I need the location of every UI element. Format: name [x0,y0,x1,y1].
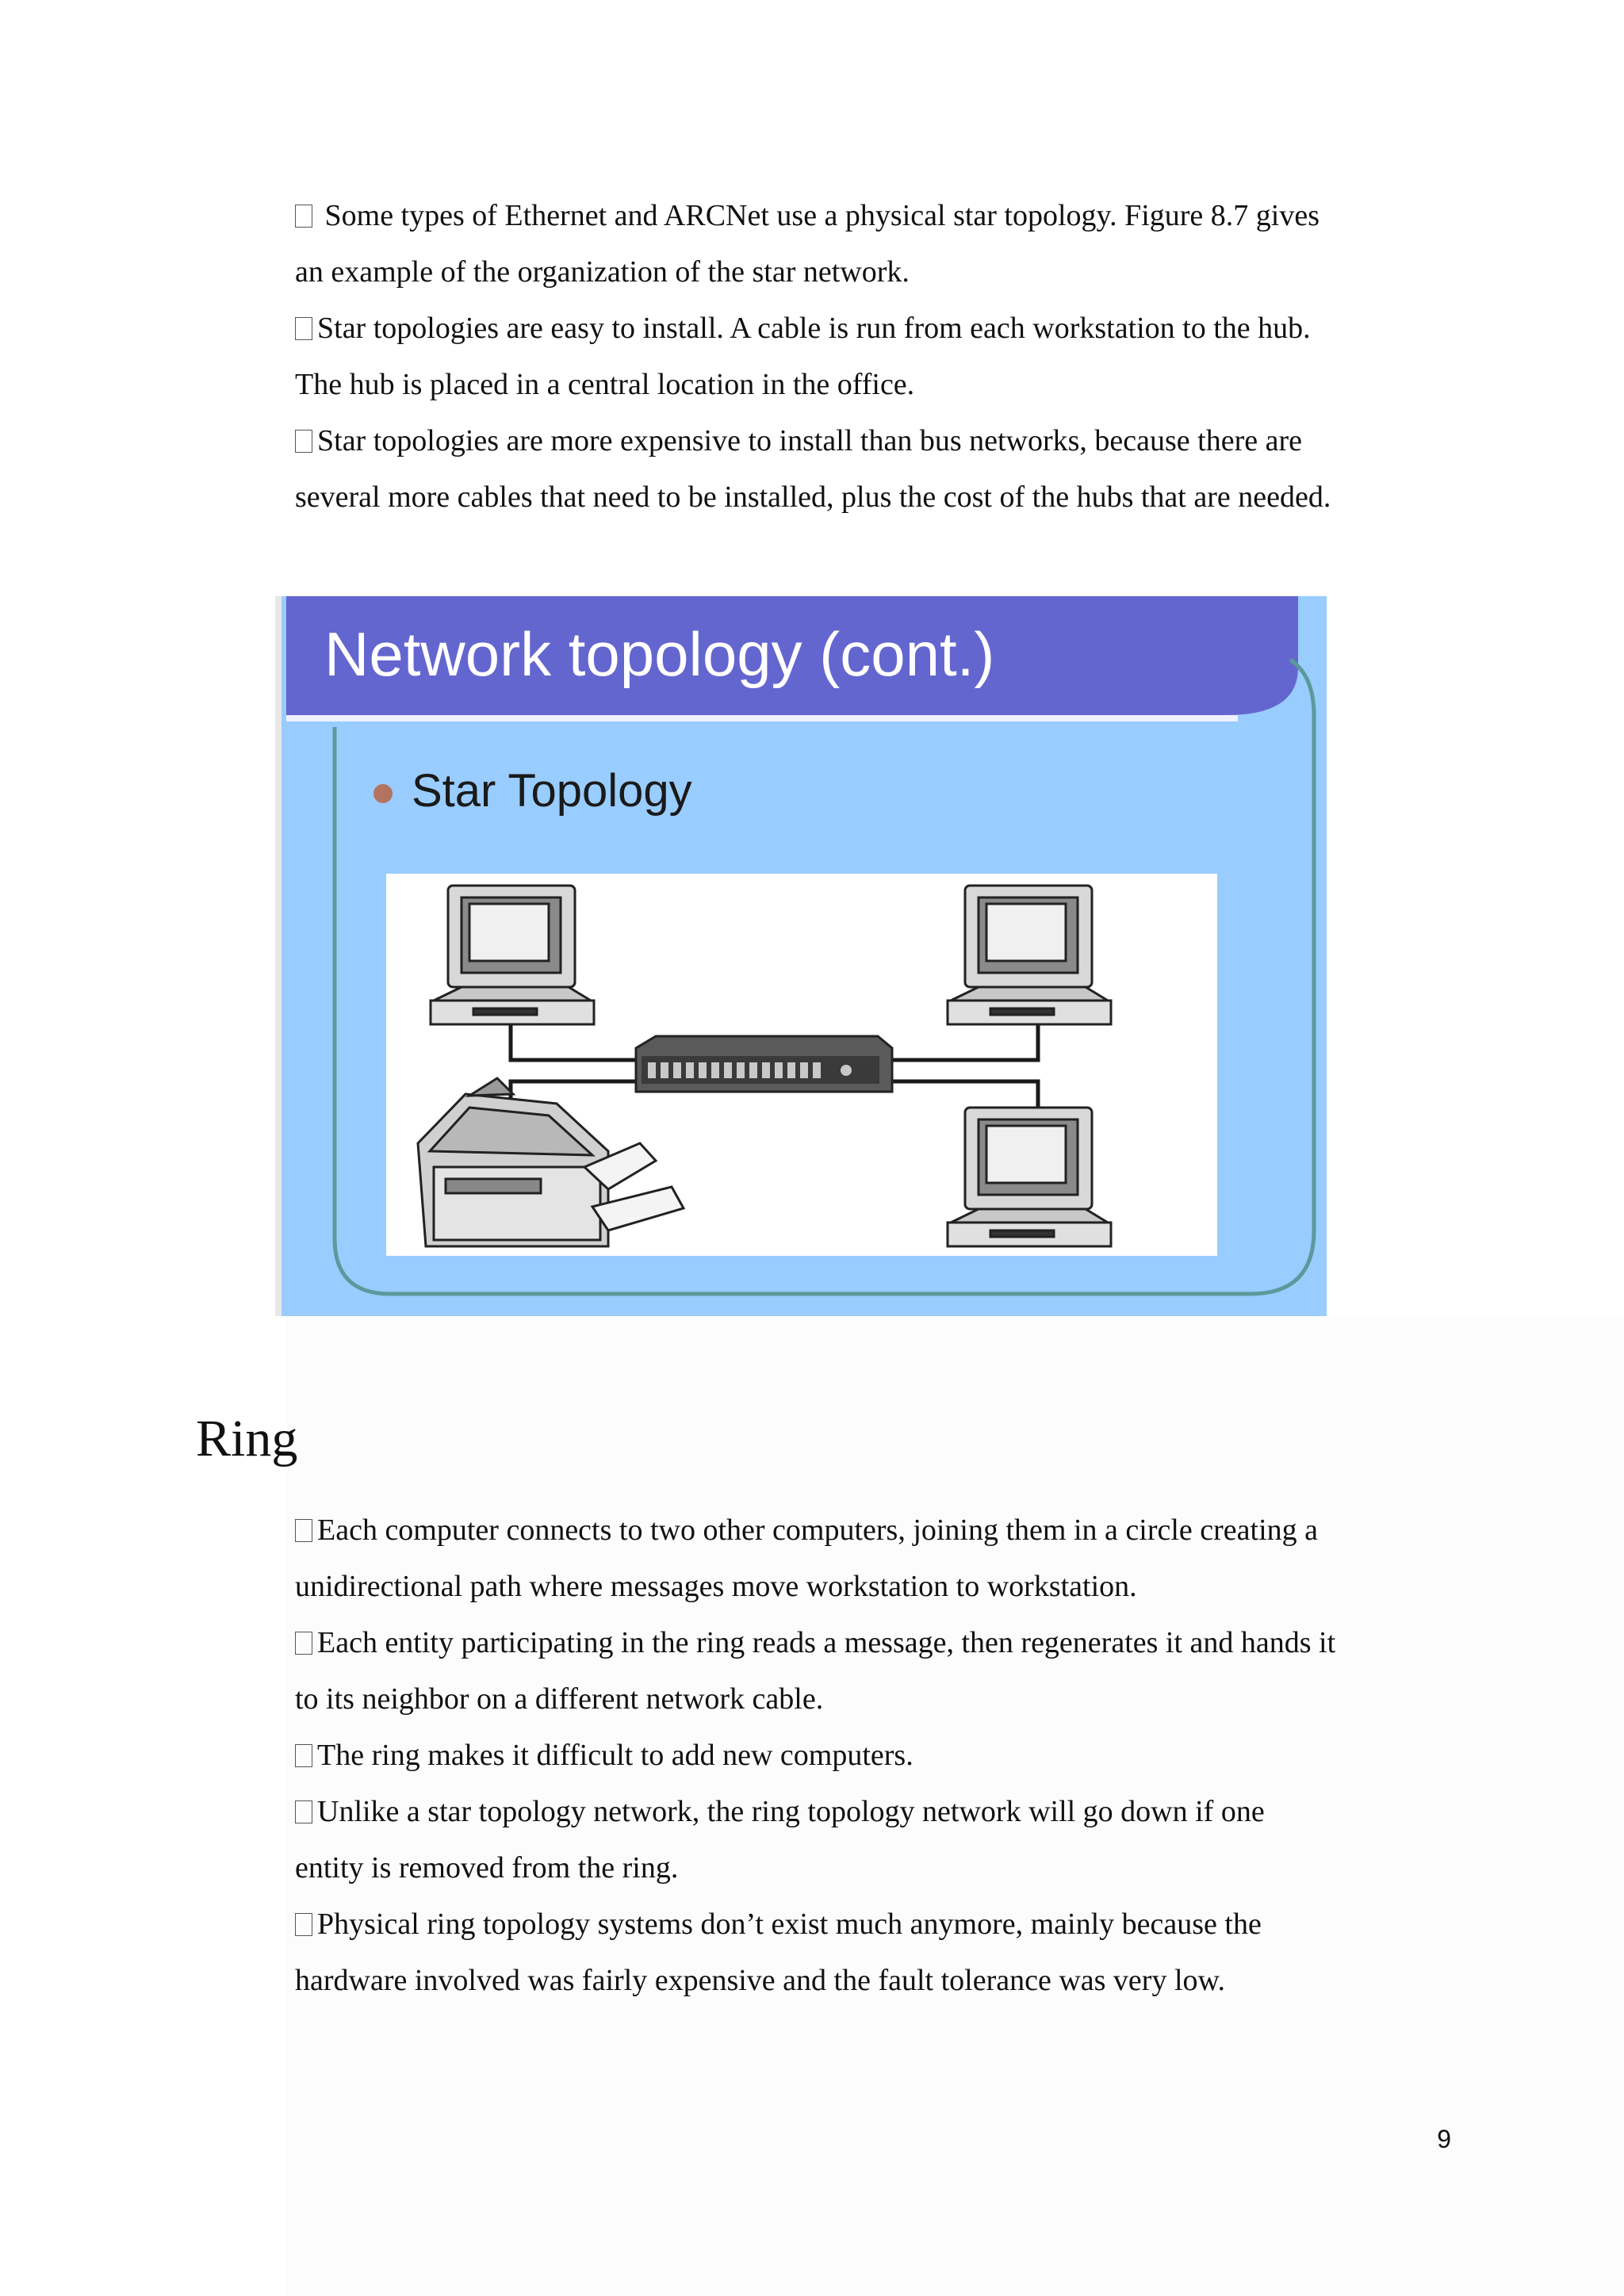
slide-header-underline [286,715,1238,721]
page-number: 9 [1437,2125,1451,2153]
slide-bullet-text: Star Topology [412,765,692,817]
text-line: an example of the organization of the star network. [295,255,910,289]
bullet-box-icon [295,1519,312,1542]
slide-graphic [275,596,1327,1316]
text-line: Physical ring topology systems don’t exist much anymore, mainly because the [317,1908,1262,1941]
ring-paragraph-4 [295,1784,1445,1896]
slide-left-edge [275,596,282,1316]
intro-paragraph-1 [295,188,1445,300]
text-line: hardware involved was fairly expensive and the fault tolerance was very low. [295,1964,1225,1997]
bullet-box-icon [295,430,312,453]
hub-device [636,1036,892,1092]
text-line: The ring makes it difficult to add new computers. [317,1739,914,1772]
bullet-box-icon [295,1744,312,1767]
text-line: Each entity participating in the ring reads a message, then regenerates it and hands it [317,1626,1336,1659]
slide-bullet-dot-icon [373,784,393,803]
text-line: The hub is placed in a central location in the office. [295,368,915,401]
text-line: several more cables that need to be installed, plus the cost of the hubs that are needed. [295,480,1331,514]
text-line: unidirectional path where messages move workstation to workstation. [295,1570,1137,1603]
computer-top-right [948,886,1111,1024]
ring-paragraph-3 [295,1728,1445,1784]
computer-top-left [431,886,594,1024]
text-line: Star topologies are easy to install. A cable is run from each workstation to the hub. [317,312,1311,345]
bullet-box-icon [295,317,312,340]
section-heading-ring: Ring [196,1410,298,1468]
text-line: Star topologies are more expensive to install than bus networks, because there are [317,424,1302,457]
bullet-box-icon [295,1800,312,1823]
text-line: entity is removed from the ring. [295,1851,679,1885]
bullet-box-icon [295,1913,312,1936]
ring-paragraph-1 [295,1502,1445,1615]
ring-paragraph-2 [295,1615,1445,1728]
star-topology-figure [275,596,1327,1316]
intro-paragraph-3 [295,413,1445,526]
bullet-box-icon [295,205,312,228]
ring-paragraph-5 [295,1896,1445,2009]
slide-title: Network topology (cont.) [324,619,995,689]
text-line: Some types of Ethernet and ARCNet use a physical star topology. Figure 8.7 gives [324,199,1320,232]
bullet-box-icon [295,1632,312,1655]
computer-bottom-right [948,1108,1111,1246]
text-line: to its neighbor on a different network cable. [295,1682,824,1716]
text-line: Each computer connects to two other computers, joining them in a circle creating a [317,1513,1318,1547]
text-line: Unlike a star topology network, the ring topology network will go down if one [317,1795,1265,1828]
intro-paragraph-2 [295,300,1445,413]
